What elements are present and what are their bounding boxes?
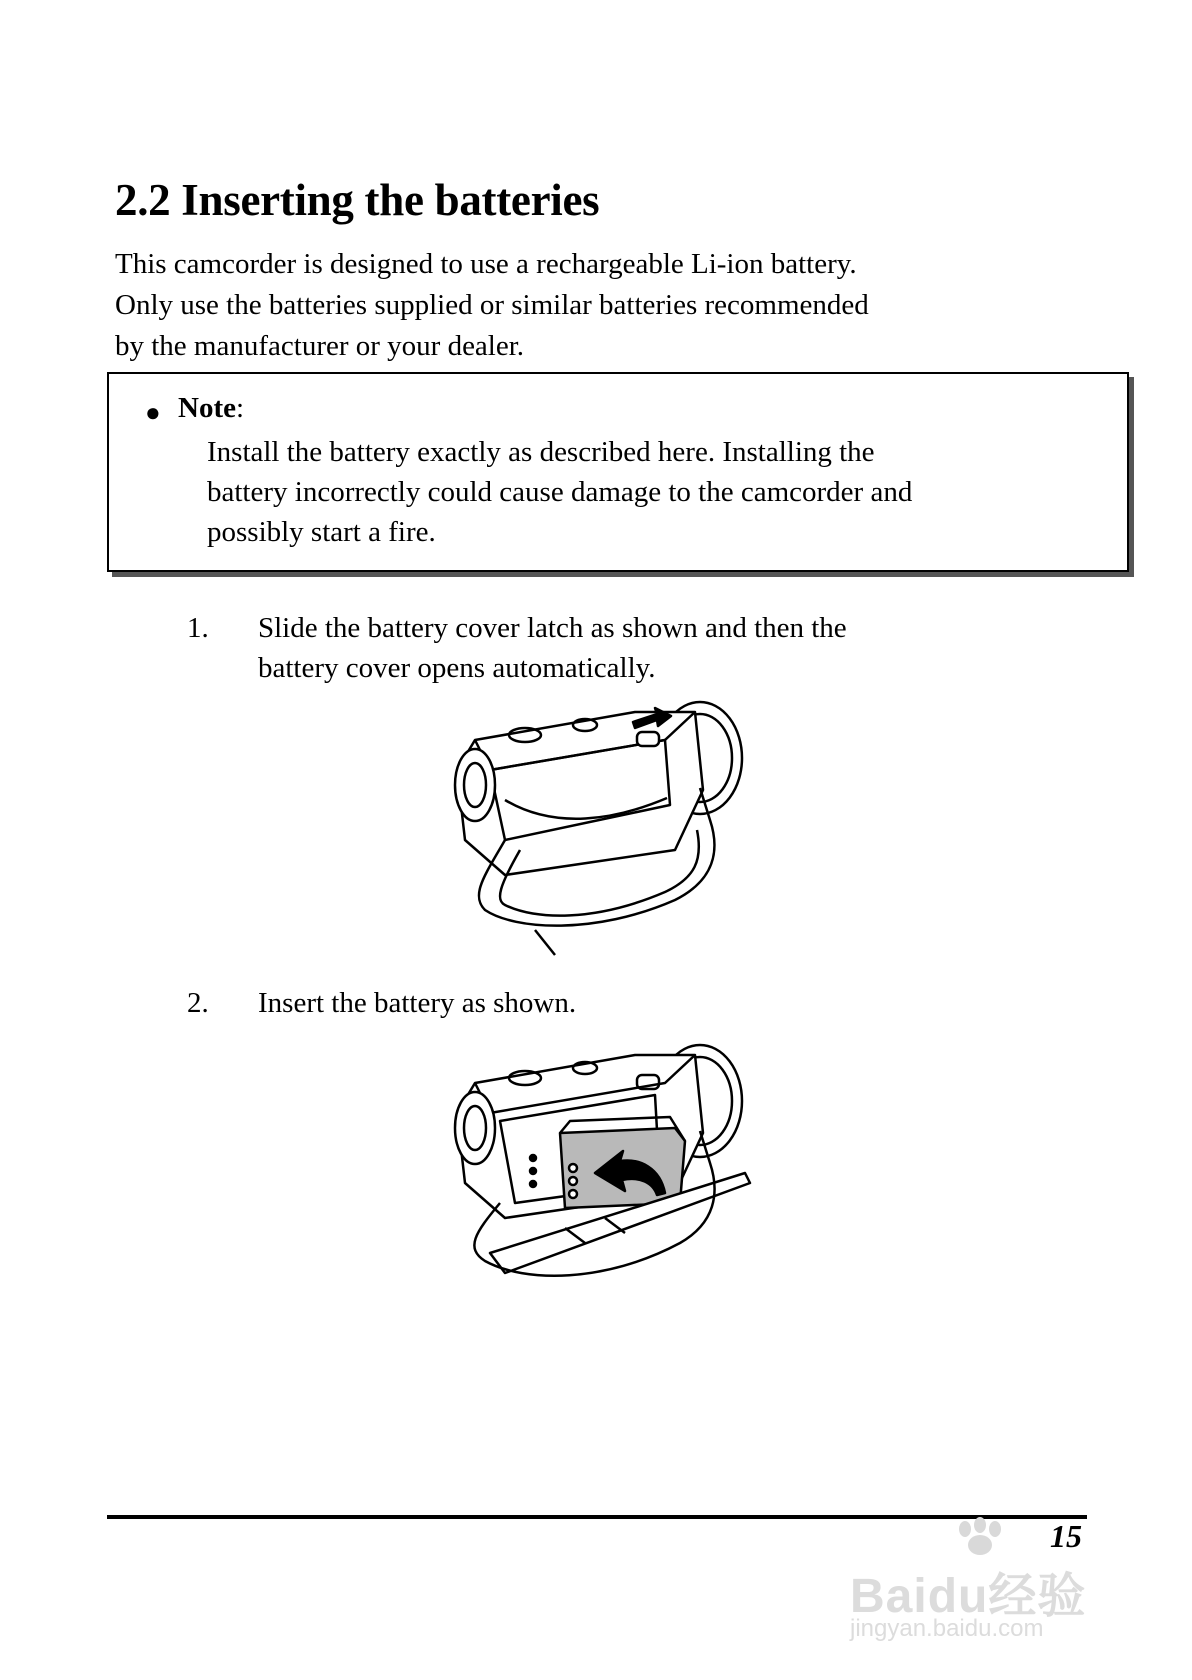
watermark-label: 经验: [988, 1570, 1087, 1623]
watermark-url: jingyan.baidu.com: [850, 1615, 1044, 1642]
step-2: [187, 983, 1087, 1027]
note-label-text: Note: [178, 392, 236, 424]
note-colon: :: [235, 392, 245, 424]
camcorder-latch-illustration: [445, 700, 755, 965]
intro-paragraph: [115, 244, 1075, 367]
step-number: 1.: [187, 612, 209, 644]
note-label: [178, 392, 244, 425]
watermark-brand: Baidu: [850, 1570, 989, 1623]
baidu-watermark: [850, 1515, 1140, 1645]
note-line: battery incorrectly could cause damage to the camcorder and: [207, 476, 913, 508]
step-number: 2.: [187, 987, 209, 1019]
bullet-icon: ●: [145, 398, 161, 427]
step-line: Slide the battery cover latch as shown and then the: [258, 612, 847, 644]
step-line: battery cover opens automatically.: [258, 652, 656, 684]
section-title: 2.2 Inserting the batteries: [115, 175, 600, 225]
step-1: [187, 608, 1087, 692]
page-number: 15: [1050, 1518, 1082, 1554]
intro-line: This camcorder is designed to use a rechargeable Li-ion battery.: [115, 248, 857, 280]
step-text: [258, 983, 576, 1023]
step-line: Insert the battery as shown.: [258, 987, 577, 1019]
camcorder-battery-insert-illustration: [445, 1043, 765, 1303]
note-line: possibly start a fire.: [207, 516, 436, 548]
note-line: Install the battery exactly as described here. Installing the: [207, 436, 875, 468]
intro-line: Only use the batteries supplied or similar batteries recommended: [115, 289, 869, 321]
note-box: [107, 372, 1129, 572]
intro-line: by the manufacturer or your dealer.: [115, 330, 525, 362]
step-text: [258, 608, 847, 688]
note-body: [207, 432, 912, 552]
